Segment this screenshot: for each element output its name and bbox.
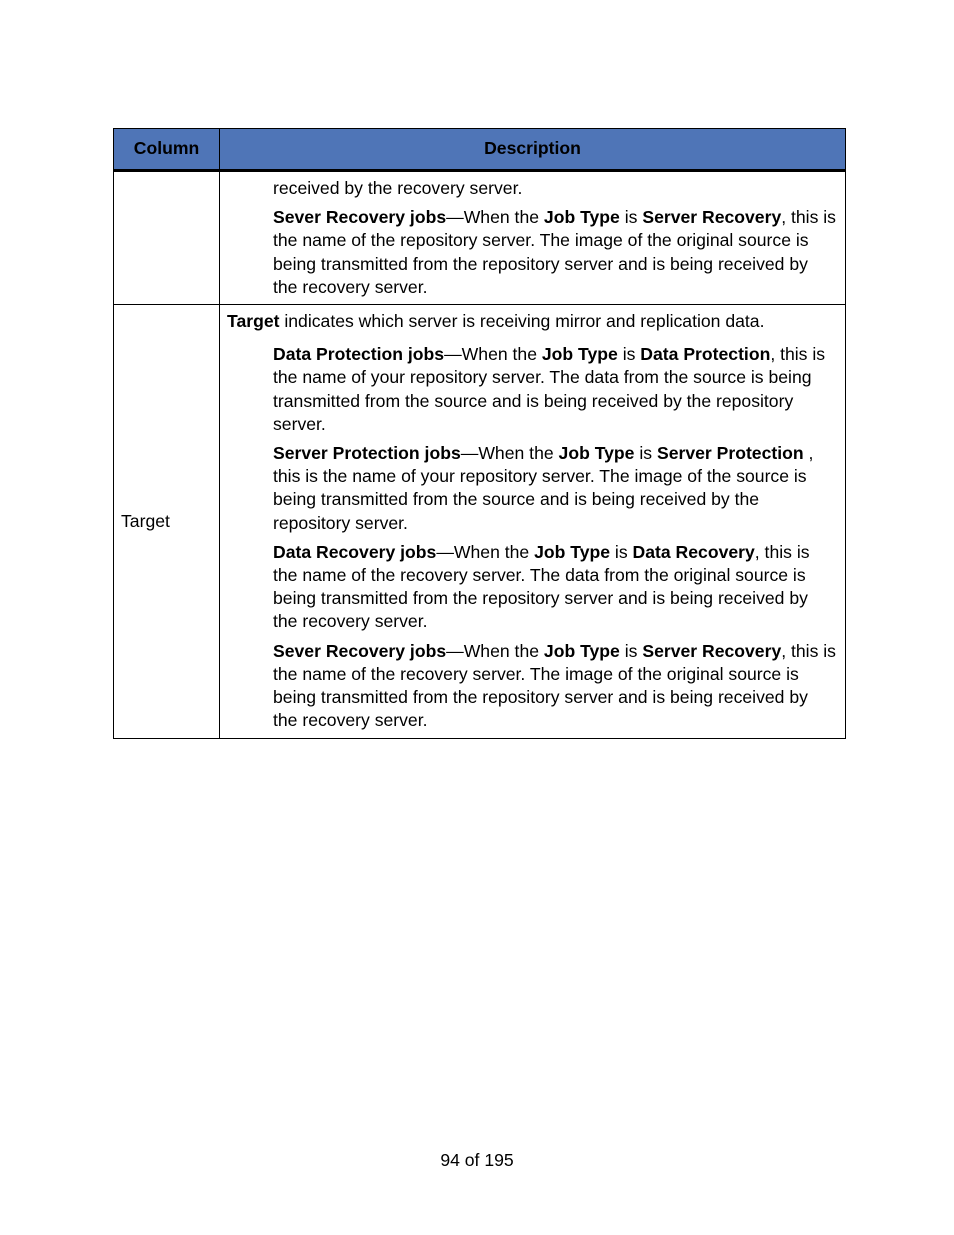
table-row-target — [114, 305, 846, 739]
description-header: Description — [220, 129, 846, 171]
entry-field: Job Type — [543, 207, 620, 228]
entry-value: Server Protection — [656, 443, 804, 464]
entry-text: , this is the name of the repository server. The image of the original source is being transmitted from the repository server and is being received by the recovery server. — [273, 207, 836, 297]
entry-dash-text: —When the — [436, 541, 535, 562]
entry-dash-text: —When the — [444, 344, 542, 365]
entry-is-text: is — [619, 640, 643, 661]
entry-field: Job Type — [558, 443, 635, 464]
header-row — [114, 129, 846, 171]
job-type-entry — [273, 442, 837, 535]
entry-label: Sever Recovery jobs — [273, 207, 447, 228]
target-intro — [227, 310, 837, 333]
entry-is-text: is — [634, 443, 657, 464]
entry-value: Data Protection — [640, 344, 771, 365]
entry-value: Server Recovery — [642, 207, 782, 228]
column-description-table — [113, 128, 846, 739]
job-type-entry — [273, 206, 837, 299]
entry-field: Job Type — [543, 640, 620, 661]
entry-dash-text: —When the — [460, 443, 559, 464]
job-type-entry — [273, 640, 837, 733]
description-cell — [220, 305, 846, 739]
entry-text: , this is the name of the recovery server. The data from the original source is being transmitted from the repository server and is being received by the recovery server. — [273, 541, 810, 632]
description-cell — [220, 171, 846, 305]
table-row-continued — [114, 171, 846, 305]
entry-label: Sever Recovery jobs — [273, 640, 447, 661]
intro-text: indicates which server is receiving mirror and replication data. — [279, 311, 765, 332]
column-header: Column — [114, 129, 220, 171]
continued-text: received by the recovery server. — [273, 178, 523, 198]
entry-is-text: is — [619, 207, 643, 228]
entry-is-text: is — [617, 344, 641, 365]
entry-label: Server Protection jobs — [273, 443, 461, 464]
job-type-entry — [273, 541, 837, 634]
entry-dash-text: —When the — [446, 640, 544, 661]
entry-field: Job Type — [534, 541, 611, 562]
entry-text: , this is the name of your repository server. The data from the source is being transmitted from the source and is being received by the repository server. — [273, 344, 826, 434]
column-cell: Target — [114, 305, 220, 739]
intro-label: Target — [227, 311, 280, 332]
entry-value: Data Recovery — [632, 541, 755, 562]
entry-is-text: is — [610, 541, 633, 562]
page-number: 94 of 195 — [440, 1150, 514, 1170]
entry-dash-text: —When the — [446, 207, 544, 228]
entry-label: Data Recovery jobs — [273, 541, 437, 562]
entry-value: Server Recovery — [642, 640, 782, 661]
entry-label: Data Protection jobs — [273, 344, 445, 365]
column-cell — [114, 171, 220, 305]
job-type-entry — [273, 343, 837, 436]
table-header — [114, 129, 846, 171]
entry-text: , this is the name of the recovery server. The image of the original source is being transmitted from the repository server and is being received by the recovery server. — [273, 640, 836, 731]
entry-text: , this is the name of your repository server. The image of the source is being transmitted from the source and is being received by the repository server. — [273, 443, 814, 533]
entry-field: Job Type — [541, 344, 618, 365]
